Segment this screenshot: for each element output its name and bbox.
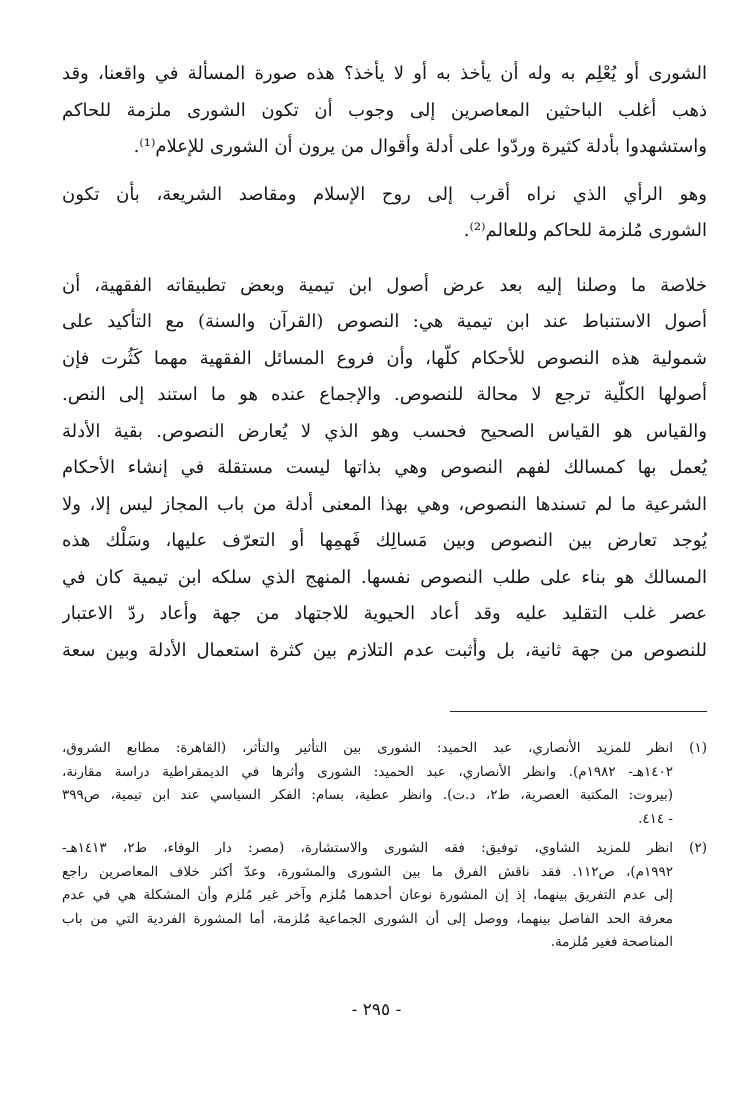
page-number: - ٢٩٥ - bbox=[351, 1000, 402, 1020]
paragraph-3 bbox=[62, 268, 707, 670]
paragraph-2 bbox=[62, 177, 707, 250]
footnote-line: - ٤١٤. bbox=[638, 810, 673, 827]
text-line: أصولها الكلّية ترجع لا محالة للنصوص. والإجماع عنده هو ما استند إلى النص. bbox=[62, 384, 707, 405]
footnote-line: المناصحة فغير مُلزمة. bbox=[550, 934, 673, 950]
text-line: الشورى مُلزمة للحاكم وللعالم⁽²⁾. bbox=[463, 220, 707, 241]
text-line: أصول الاستنباط عند ابن تيمية هي: النصوص (القرآن والسنة) مع التأكيد على bbox=[62, 311, 707, 332]
footnote-text bbox=[62, 837, 673, 955]
footnote-marker: (١) bbox=[689, 740, 707, 756]
footnote-2 bbox=[62, 837, 707, 955]
text-line: والقياس هو القياس الصحيح فحسب وهو الذي لا يُعارض النصوص. بقية الأدلة bbox=[62, 420, 707, 442]
footnotes bbox=[62, 737, 707, 961]
text-line: الشرعية ما لم تسندها النصوص، وهي بهذا المعنى أدلة من باب المجاز ليس إلا، ولا bbox=[62, 493, 707, 515]
main-text bbox=[62, 56, 707, 669]
footnote-divider bbox=[450, 711, 707, 712]
paragraph-1 bbox=[62, 56, 707, 166]
footnote-marker: (٢) bbox=[689, 840, 707, 856]
text-line: يُوجد تعارض بين النصوص وبين مَسالِك فَهمِها أو التعرّف عليها، وسَلْك هذه bbox=[62, 530, 707, 551]
text-line: للنصوص من جهة ثانية، بل وأثبت عدم التلازم بين كثرة استعمال الأدلة وبين سعة bbox=[62, 639, 707, 661]
text-line: خلاصة ما وصلنا إليه بعد عرض أصول ابن تيمية وبعض تطبيقاته الفقهية، أن bbox=[62, 274, 707, 296]
text-line: يُعمل بها كمسالك لفهم النصوص وهي بذاتها ليست مستقلة في إنشاء الأحكام bbox=[62, 457, 707, 478]
footnote-text bbox=[62, 737, 673, 831]
text-line: واستشهدوا بأدلة كثيرة وردّوا على أدلة وأقوال من يرون أن الشورى للإعلام⁽¹⁾. bbox=[133, 136, 707, 157]
footnote-line: إلى عدم التفريق بينهما، إذ إن المشورة نوعان أحدهما مُلزم وآخر غير مُلزم وأن المشكلة هي في عدم bbox=[62, 887, 673, 903]
footnote-1 bbox=[62, 737, 707, 831]
text-line: عصر غلب التقليد عليه وقد أعاد الحيوية للاجتهاد من جهة وأعاد ردّ الاعتبار bbox=[62, 603, 707, 624]
footnote-line: انظر للمزيد الأنصاري، عبد الحميد: الشورى بين التأثير والتأثر، (القاهرة: مطابع الشروق، bbox=[62, 740, 673, 756]
text-line: الشورى أو يُعْلِم به وله أن يأخذ به أو لا يأخذ؟ هذه صورة المسألة في واقعنا، وقد bbox=[62, 63, 707, 84]
footnote-line: انظر للمزيد الشاوي، توفيق: فقه الشورى والاستشارة، (مصر: دار الوفاء، ط٢، ١٤١٣هـ- bbox=[62, 840, 673, 856]
text-line: ذهب أغلب الباحثين المعاصرين إلى وجوب أن تكون الشورى ملزمة للحاكم bbox=[62, 99, 707, 121]
footnote-line: (بيروت: المكتبة العصرية، ط٢، د.ت). وانظر عطية، بسام: الفكر السياسي عند ابن تيمية، ص٣٩٩ bbox=[62, 787, 673, 803]
footnote-line: ١٩٩٢م)، ص١١٢. فقد ناقش الفرق ما بين الشورى والمشورة، وعدّ أكثر خلاف المعاصرين راجع bbox=[62, 863, 673, 880]
text-line: المسالك هو بناء على طلب النصوص نفسها. المنهج الذي سلكه ابن تيمية كان في bbox=[62, 566, 707, 588]
text-line: وهو الرأي الذي نراه أقرب إلى روح الإسلام ومقاصد الشريعة، بأن تكون bbox=[62, 183, 707, 205]
text-line: شمولية هذه النصوص للأحكام كلّها، وأن فروع المسائل الفقهية مهما كَثُرت فإن bbox=[62, 347, 707, 369]
footnote-line: معرفة الحد الفاصل بينهما، ووصل إلى أن الشورى الجماعية مُلزمة، أما المشورة الفردية التي من باب bbox=[62, 910, 673, 927]
footnote-line: ١٤٠٢هـ- ١٩٨٢م). وانظر الأنصاري، عبد الحميد: الشورى وأثرها في الديمقراطية دراسة مقارنة، bbox=[62, 763, 673, 780]
